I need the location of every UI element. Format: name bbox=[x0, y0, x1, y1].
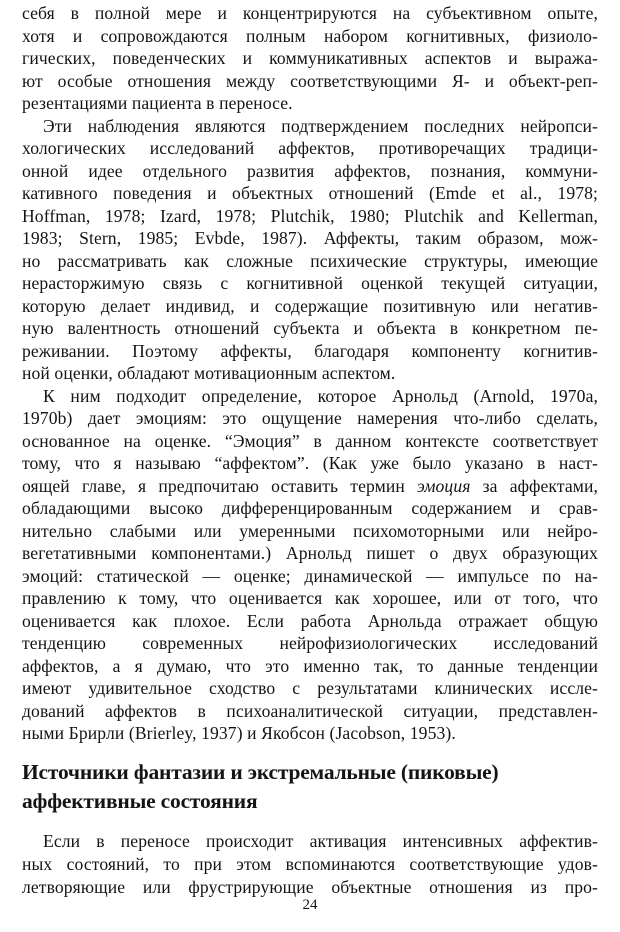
paragraph-2-line: хологических исследований аффектов, противоречащих традици- bbox=[22, 138, 598, 158]
paragraph-3-line: обладающими высоко дифференцированным содержанием и срав- bbox=[22, 498, 598, 518]
section-heading-line: аффективные состояния bbox=[22, 789, 258, 813]
page-number: 24 bbox=[302, 897, 318, 913]
paragraph-3-line: основанное на оценке. “Эмоция” в данном контексте соответствует bbox=[22, 430, 598, 451]
paragraph-3-line: имеют удивительное сходство с результатами клинических иссле- bbox=[22, 678, 598, 698]
paragraph-2-line: ную валентность отношений субъекта и объекта в конкретном пе- bbox=[22, 318, 598, 338]
paragraph-3-line: 1970b) дает эмоциям: это ощущение намерения что-либо сделать, bbox=[22, 408, 598, 428]
paragraph-1-line: гических, поведенческих и коммуникативных аспектов и выража- bbox=[22, 48, 598, 68]
paragraph-1-line: резентациями пациента в переносе. bbox=[22, 93, 293, 113]
paragraph-3-line: ными Брирли (Brierley, 1937) и Якобсон (Jacobson, 1953). bbox=[22, 723, 456, 743]
paragraph-2-line: кативного поведения и объектных отношений (Emde et al., 1978; bbox=[22, 183, 598, 203]
final-paragraph-line: летворяющие или фрустрирующие объектные отношения из про- bbox=[22, 877, 598, 897]
paragraph-3-line: аффектов, а я думаю, что это именно так, то данные тенденции bbox=[22, 655, 598, 676]
final-paragraph-line: Если в переносе происходит активация интенсивных аффектив- bbox=[43, 831, 598, 851]
paragraph-3-line: вегетативными компонентами.) Арнольд пишет о двух образующих bbox=[22, 543, 598, 563]
paragraph-2-line: Эти наблюдения являются подтверждением последних нейропси- bbox=[43, 115, 598, 136]
paragraph-2-line: но рассматривать как сложные психические структуры, имеющие bbox=[22, 250, 598, 271]
paragraph-1-line: ют особые отношения между соответствующими Я- и объект-реп- bbox=[22, 70, 598, 91]
paragraph-2-line: 1983; Stern, 1985; Evbde, 1987). Аффекты, таким образом, мож- bbox=[22, 228, 598, 248]
paragraph-3-line: тенденцию современных нейрофизиологических исследований bbox=[22, 633, 598, 653]
final-paragraph-line: ных состояний, то при этом вспоминаются соответствующие удов- bbox=[22, 854, 598, 874]
paragraph-3-line: оценивается как плохое. Если работа Арнольда отражает общую bbox=[22, 610, 598, 631]
paragraph-3-line: тому, что я называю “аффектом”. (Как уже было указано в наст- bbox=[22, 453, 598, 473]
paragraph-2-line: онной идее отдельного развития аффектов, познания, коммуни- bbox=[22, 160, 598, 181]
paragraph-2-line: реживании. Поэтому аффекты, благодаря компоненту когнитив- bbox=[22, 340, 598, 361]
paragraph-2-line: которую делает индивид, и содержащие позитивную или негатив- bbox=[22, 295, 598, 316]
paragraph-3-line: К ним подходит определение, которое Арнольд (Arnold, 1970a, bbox=[43, 385, 598, 406]
paragraph-1-line: себя в полной мере и концентрируются на субъективном опыте, bbox=[22, 3, 598, 23]
paragraph-3-line: дований аффектов в психоаналитической ситуации, представлен- bbox=[22, 700, 598, 721]
emphasized-term: эмоция bbox=[417, 475, 471, 496]
section-heading-line: Источники фантазии и экстремальные (пиковые) bbox=[22, 760, 499, 784]
paragraph-3-line: правлению к тому, что оценивается как хорошее, или от того, что bbox=[22, 588, 598, 608]
paragraph-2-line: нерасторжимую связь с когнитивной оценкой текущей ситуации, bbox=[22, 273, 598, 293]
paragraph-3-line: оящей главе, я предпочитаю оставить термин эмоция за аффектами, bbox=[22, 475, 599, 496]
paragraph-1-line: хотя и сопровождаются полным набором когнитивных, физиоло- bbox=[22, 25, 598, 46]
paragraph-3-line: нительно слабыми или умеренными психомоторными или нейро- bbox=[22, 520, 598, 541]
paragraph-2-line: Hoffman, 1978; Izard, 1978; Plutchik, 1980; Plutchik and Kellerman, bbox=[22, 205, 598, 226]
paragraph-2-line: ной оценки, обладают мотивационным аспектом. bbox=[22, 363, 396, 383]
paragraph-3-line: эмоций: статической — оценке; динамической — импульсе по на- bbox=[22, 565, 598, 586]
